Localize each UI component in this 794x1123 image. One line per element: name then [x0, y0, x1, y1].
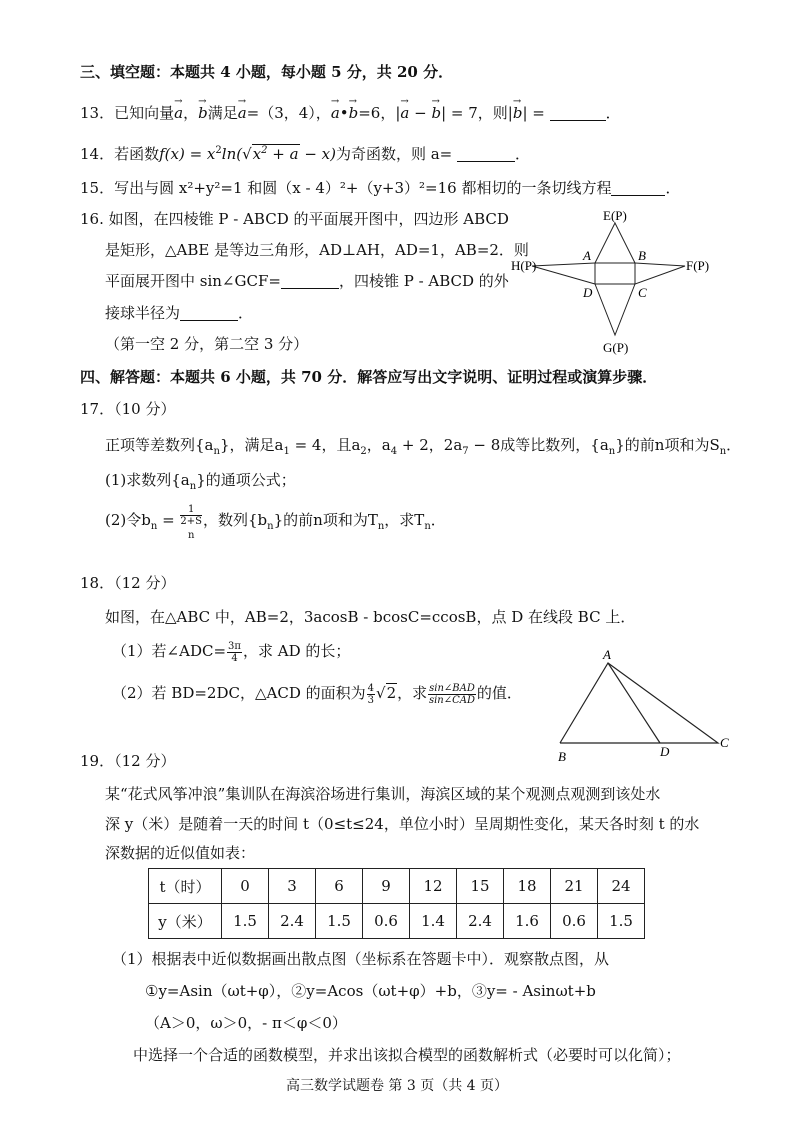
q17-text: }的通项公式； — [196, 471, 296, 489]
page-footer: 高三数学试题卷 第 3 页（共 4 页） — [285, 1078, 509, 1094]
sub: n — [377, 521, 385, 532]
sub: n — [189, 481, 197, 492]
q13-minus: − — [409, 104, 432, 122]
q17-text: ，数列{b — [203, 511, 268, 529]
q16-text: 平面展开图中 sin∠GCF= — [105, 272, 281, 290]
q14-function: f(x) = x — [159, 145, 216, 163]
sqrt-symbol: √ — [242, 145, 252, 163]
table-cell: 21 — [551, 869, 598, 904]
q17-text: ，求T — [384, 511, 425, 529]
table-cell: 15 — [457, 869, 504, 904]
q13-dot: • — [339, 104, 349, 122]
table-cell: 0.6 — [363, 904, 410, 939]
q13-text: 已知向量 — [114, 104, 175, 122]
answer-blank-2[interactable] — [180, 304, 238, 321]
sub: n — [187, 530, 195, 541]
q19-line-1: 某“花式风筝冲浪”集训队在海滨浴场进行集训，海滨区域的某个观测点观测到该处水 — [105, 785, 661, 803]
label-C: C — [638, 285, 647, 300]
label-E: E(P) — [603, 208, 627, 223]
q16-text: ，四棱锥 P - ABCD 的外 — [338, 272, 509, 290]
table-cell: 0.6 — [551, 904, 598, 939]
vector-a: → a — [238, 102, 247, 124]
label-B: B — [558, 749, 566, 764]
q17-number: 17．（10 分） — [80, 400, 176, 418]
q17-text: }的前n项和为S — [615, 436, 720, 454]
q13-text: | = 7，则| — [441, 104, 513, 122]
label-D: D — [583, 285, 593, 300]
q17-text: + 2，2a — [397, 436, 463, 454]
table-cell: 3 — [269, 869, 316, 904]
segment-ad — [608, 663, 660, 743]
q18-text: （2）若 BD=2DC，△ACD 的面积为 — [112, 684, 366, 702]
question-15: 15．写出与圆 x²+y²=1 和圆（x - 4）²+（y+3）²=16 都相切的一条切线方程 ． — [80, 179, 681, 197]
q19-models: ①y=Asin（ωt+φ），②y=Acos（ωt+φ）+b，③y= - Asinωt+b — [145, 982, 596, 1000]
fraction-4-3 — [367, 683, 375, 706]
frac-num: 1 — [180, 504, 202, 516]
q14-radicand-exp: 2 — [261, 145, 268, 156]
section-4-heading: 四、解答题：本题共 6 小题，共 70 分．解答应写出文字说明、证明过程或演算步骤． — [80, 368, 658, 386]
q19-part-1: （1）根据表中近似数据画出散点图（坐标系在答题卡中）．观察散点图，从 — [112, 950, 610, 968]
q17-text: (1)求数列{a — [105, 471, 190, 489]
q19-instruction: 中选择一个合适的函数模型，并求出该拟合模型的函数解析式（必要时可以化简）； — [133, 1046, 681, 1064]
question-13: 13．已知向量→ a，→ b满足→ a=（3，4），→ a•→ b=6，|→ a − → b| = 7，则|→ b| = ． — [80, 102, 621, 124]
frac-den: sin∠CAD — [428, 694, 476, 706]
section-3-heading: 三、填空题：本题共 4 小题，每小题 5 分，共 20 分． — [80, 63, 454, 81]
q14-text: 若函数 — [114, 145, 160, 163]
answer-blank[interactable] — [611, 179, 665, 196]
q17-text: ． — [430, 511, 446, 529]
answer-blank[interactable] — [457, 145, 515, 162]
sub: 1 — [283, 446, 290, 457]
table-cell: 12 — [410, 869, 457, 904]
vector-b: → b — [513, 102, 523, 124]
q19-number: 19．（12 分） — [80, 752, 176, 770]
q17-part-2 — [105, 504, 446, 541]
q16-line-1: 16. 如图，在四棱锥 P - ABCD 的平面展开图中，四边形 ABCD — [80, 210, 509, 228]
radicand: 2 — [386, 684, 397, 702]
sub: n — [608, 446, 616, 457]
triangle-abc-figure — [548, 645, 738, 770]
q18-part-1 — [112, 640, 350, 664]
q14-text: 为奇函数，则 a= — [335, 145, 453, 163]
q14-exponent: 2 — [215, 145, 222, 156]
rectangle-abcd — [595, 263, 635, 284]
table-cell: 9 — [363, 869, 410, 904]
label-A: A — [603, 647, 611, 662]
frac-den — [180, 516, 203, 541]
triangle-abe — [595, 223, 635, 263]
vector-b: → b — [198, 102, 208, 124]
label-G: G(P) — [603, 340, 629, 355]
triangle-dcg — [595, 284, 635, 335]
fraction-sin-ratio — [428, 683, 476, 706]
vector-a: → a — [331, 102, 340, 124]
vector-a: → a — [174, 102, 183, 124]
q16-text: 接球半径为 — [105, 304, 181, 322]
q13-text: | = — [522, 104, 545, 122]
table-cell: 6 — [316, 869, 363, 904]
q16-text: ． — [238, 304, 254, 322]
table-cell: 1.6 — [504, 904, 551, 939]
table-cell: 1.4 — [410, 904, 457, 939]
q19-line-3: 深数据的近似值如表： — [105, 844, 256, 862]
q13-text: =（3，4）， — [246, 104, 331, 122]
sub: 2 — [360, 446, 367, 457]
vector-a: → a — [400, 102, 409, 124]
sub: n — [424, 521, 431, 532]
q17-text: − 8成等比数列，{a — [468, 436, 609, 454]
q13-comma: ， — [183, 104, 199, 122]
table-cell: 1.5 — [316, 904, 363, 939]
q17-text: (2)令b — [105, 511, 151, 529]
frac-den-text: 2+S — [180, 516, 203, 527]
q17-text: }的前n项和为T — [273, 511, 378, 529]
table-cell: 1.5 — [222, 904, 269, 939]
q13-text: 满足 — [207, 104, 238, 122]
sub: 7 — [462, 446, 469, 457]
sub: n — [267, 521, 274, 532]
q18-text: 的值． — [476, 684, 522, 702]
q14-number: 14． — [80, 145, 115, 163]
row-label-t: t（时） — [149, 869, 222, 904]
q19-line-2: 深 y（米）是随着一天的时间 t（0≤t≤24，单位小时）呈周期性变化，某天各时刻 t 的水 — [105, 815, 700, 833]
answer-blank[interactable] — [550, 104, 606, 121]
q17-text: 正项等差数列{a — [105, 436, 214, 454]
q14-radicand-x: x — [252, 145, 262, 163]
q16-line-4 — [105, 302, 253, 324]
label-B: B — [638, 248, 646, 263]
table-cell: 1.5 — [598, 904, 645, 939]
depth-data-table — [148, 868, 645, 939]
q18-text: ，求 — [397, 684, 428, 702]
q18-part-2 — [112, 682, 522, 706]
label-D: D — [660, 744, 670, 759]
q16-line-2: 是矩形，△ABE 是等边三角形，AD⊥AH，AD=1，AB=2．则 — [105, 241, 529, 259]
table-cell: 2.4 — [269, 904, 316, 939]
sqrt-symbol: √ — [376, 684, 386, 702]
q13-text: =6，| — [358, 104, 401, 122]
vector-b: → b — [431, 102, 441, 124]
q17-text: ，a — [366, 436, 391, 454]
row-label-y: y（米） — [149, 904, 222, 939]
q19-constraints: （A＞0，ω＞0，- π＜φ＜0） — [145, 1014, 347, 1032]
pyramid-net-figure — [510, 200, 720, 360]
q14-radicand — [252, 144, 300, 163]
fraction-bn — [180, 504, 203, 541]
q15-text: 15．写出与圆 x²+y²=1 和圆（x - 4）²+（y+3）²=16 都相切的一条切线方程 — [80, 179, 612, 197]
frac-num: 4 — [367, 682, 374, 694]
table-cell: 0 — [222, 869, 269, 904]
triangle-bcf — [635, 263, 685, 284]
vector-b: → b — [349, 102, 359, 124]
table-row-t — [149, 869, 645, 904]
q18-statement: 如图，在△ABC 中，AB=2，3acosB - bcosC=ccosB，点 D 在线段 BC 上． — [105, 608, 636, 626]
q13-number: 13． — [80, 104, 115, 122]
frac-num: sin∠BAD — [429, 682, 475, 694]
q14-tail: − x) — [299, 145, 336, 163]
q17-text: = 4，且a — [289, 436, 361, 454]
q18-text: （1）若∠ADC= — [112, 642, 227, 660]
q18-number: 18．（12 分） — [80, 574, 176, 592]
label-F: F(P) — [686, 258, 710, 273]
q17-text: }，满足a — [219, 436, 284, 454]
q17-statement — [105, 434, 741, 456]
sub: 4 — [390, 446, 398, 457]
q17-part-1 — [105, 469, 296, 491]
frac-den: 3 — [367, 694, 374, 706]
q14-ln: ln( — [221, 145, 243, 163]
sub: n — [719, 446, 727, 457]
table-cell: 24 — [598, 869, 645, 904]
q16-line-3 — [105, 270, 509, 292]
triangle-adh — [532, 263, 595, 284]
q14-radicand-a: + a — [267, 145, 299, 163]
q18-text: ，求 AD 的长； — [242, 642, 351, 660]
table-cell: 18 — [504, 869, 551, 904]
triangle-abc — [560, 663, 718, 743]
q17-text: ． — [726, 436, 742, 454]
table-row-y — [149, 904, 645, 939]
label-C: C — [720, 735, 729, 750]
sub: n — [150, 521, 158, 532]
label-A: A — [583, 248, 591, 263]
q17-text: = — [157, 511, 180, 529]
q16-score-note: （第一空 2 分，第二空 3 分） — [105, 335, 309, 353]
label-H: H(P) — [511, 258, 537, 273]
answer-blank-1[interactable] — [281, 272, 339, 289]
fraction-3pi-4 — [227, 641, 242, 664]
frac-den: 4 — [231, 652, 238, 664]
table-cell: 2.4 — [457, 904, 504, 939]
question-14: 14．若函数$f(x) = x^2\ln(√x^2 + a - x)$为奇函数，则 a= ． — [80, 145, 531, 163]
frac-num: 3π — [228, 640, 241, 652]
sub: n — [213, 446, 220, 457]
